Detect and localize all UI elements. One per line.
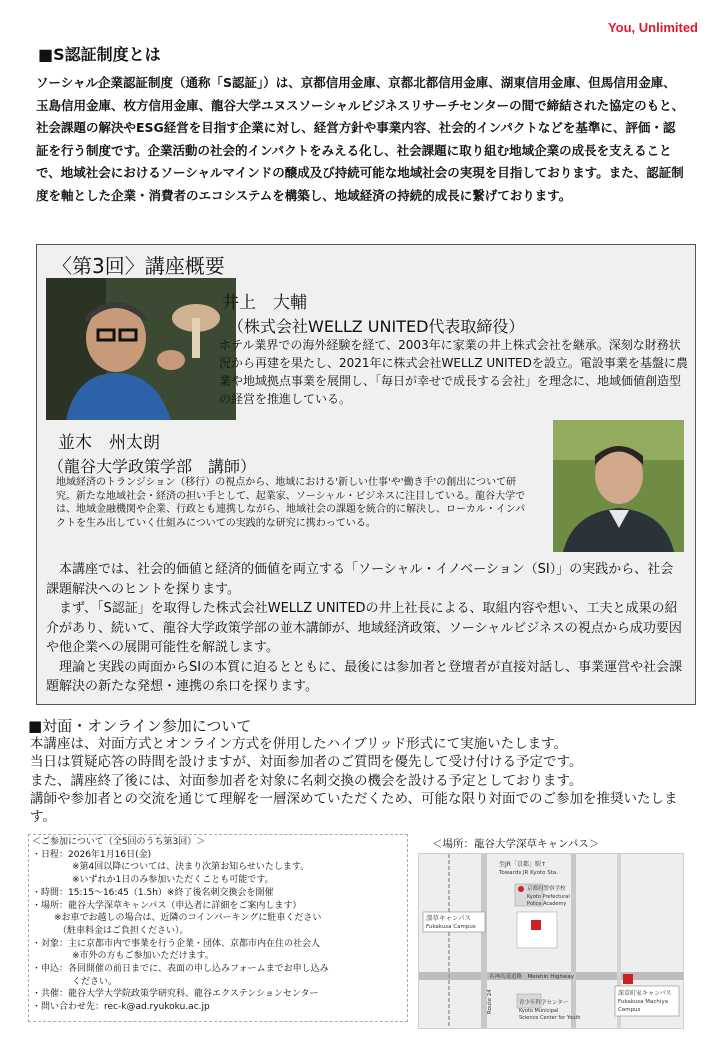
apply-label: ・申込： — [32, 964, 69, 975]
online-heading: ■対面・オンライン参加について — [28, 717, 252, 735]
campus-marker — [531, 920, 541, 930]
place-value: 龍谷大学深草キャンパス（申込者に詳細をご案内します） — [68, 900, 302, 911]
date-note-1: ※第4回以降については、決まり次第お知らせいたします。 — [72, 862, 310, 873]
map-machiya-en2: Campus — [618, 1007, 641, 1013]
participation-details — [32, 836, 404, 1014]
place-label: ・場所： — [32, 900, 69, 911]
speaker1-photo — [46, 278, 236, 420]
map-title: ＜場所：龍谷大学深草キャンパス＞ — [432, 838, 600, 850]
campus-map — [418, 853, 684, 1029]
map-youth-3: Science Center for Youth — [519, 1015, 581, 1021]
apply-value: 各回開催の前日までに、表面の申し込みフォームまでお申し込み — [68, 964, 329, 975]
map-highway-label: 名神高速道路 Meishin Highway — [489, 974, 575, 980]
lecture-summary — [46, 560, 686, 697]
map-campus-en: Fukakusa Campus — [426, 924, 476, 930]
host-label: ・共催： — [32, 989, 69, 1000]
map-machiya-en: Fukakusa Machiya — [618, 999, 669, 1005]
target-note: ※市外の方もご参加いただけます。 — [72, 951, 214, 962]
map-youth-2: Kyoto Municipal — [519, 1008, 559, 1014]
online-line-4: 講師や参加者との交流を通じて理解を一層深めていただくため、可能な限り対面でのご参加を推奨いたします。 — [30, 790, 678, 826]
summary-paragraph-1: 本講座では、社会的価値と経済的価値を両立する「ソーシャル・イノベーション（SI）」の実践から、社会課題解決へのヒントを探ります。 — [46, 562, 674, 597]
speaker2-bio: 地域経済のトランジション（移行）の視点から、地域における'新しい仕事'や'働き手'の創出について研究。新たな地域社会・経済の担い手として、起業家、ソーシャル・ビジネスに注目している。龍谷大学では、地域金融機関や企業、行政とも連携しながら、地域社会の課題を統合的に解決し、ローカル・インパクトを生み出していく仕組みについての実践的な研究に携わっている。 — [56, 477, 526, 529]
details-title: ＜ご参加について（全5回のうち第3回）＞ — [32, 837, 206, 847]
time-label: ・時間： — [32, 887, 69, 898]
speaker2-affiliation: （龍谷大学政策学部 講師） — [48, 457, 257, 476]
time-value: 15:15～16:45（1.5h）※終了後名刺交換会を開催 — [68, 887, 274, 898]
s-cert-heading: ■S認証制度とは — [38, 45, 161, 64]
map-machiya-label: 深草町家キャンパス — [618, 990, 672, 997]
place-note-1: ※お車でお越しの場合は、近隣のコインパーキングに駐車ください — [54, 913, 322, 924]
contact-label: ・問い合わせ先： — [32, 1002, 105, 1013]
online-line-2: 当日は質疑応答の時間を設けますが、対面参加者のご質問を優先して受け付ける予定です。 — [30, 754, 583, 771]
host-value: 龍谷大学大学院政策学研究科、龍谷エクステンションセンター — [68, 989, 319, 1000]
speaker2-photo — [553, 420, 684, 552]
target-label: ・対象： — [32, 938, 69, 949]
map-police-2: Kyoto Prefectural — [527, 894, 570, 900]
map-jr-label: 至JR「京都」駅↑ — [499, 861, 546, 868]
date-label: ・日程： — [32, 849, 69, 860]
lecture-title: 〈第3回〉講座概要 — [52, 254, 225, 278]
map-campus-label: 深草キャンパス — [426, 914, 472, 922]
contact-email-link[interactable]: rec-k@ad.ryukoku.ac.jp — [104, 1002, 210, 1013]
map-police-1: 京都府警察学校 — [527, 886, 566, 892]
speaker1-affiliation: （株式会社WELLZ UNITED代表取締役） — [228, 317, 525, 336]
summary-paragraph-3: 理論と実践の両面からSIの本質に迫るとともに、最後には参加者と登壇者が直接対話し、事業運営や社会課題解決の新たな発想・連携の糸口を探ります。 — [46, 659, 683, 694]
place-note-2: （駐車料金はご負担ください）。 — [58, 925, 189, 936]
date-note-2: ※いずれか1日のみ参加いただくことも可能です。 — [72, 875, 274, 886]
map-jr-en: Towards JR Kyoto Sta. — [499, 870, 558, 876]
online-body — [30, 735, 690, 826]
date-value: 2026年1月16日(金) — [68, 849, 152, 860]
machiya-marker — [623, 974, 633, 984]
target-value: 主に京都市内で事業を行う企業・団体、京都市内在住の社会人 — [68, 938, 321, 949]
speaker1-name: 井上 大輔 — [222, 293, 307, 313]
brand-slogan: You, Unlimited — [607, 20, 698, 35]
map-police-3: Police Academy — [527, 901, 567, 907]
summary-paragraph-2: まず、「S認証」を取得した株式会社WELLZ UNITEDの井上社長による、取組内容や想い、工夫と成果の紹介があり、続いて、龍谷大学政策学部の並木講師が、地域経済政策、ソーシャルビジネスの視点から成功要因や他企業への展開可能性を解説します。 — [46, 601, 682, 655]
apply-value-2: ください。 — [72, 976, 118, 987]
online-line-3: また、講座終了後には、対面参加者を対象に名刺交換の機会を設ける予定としております。 — [30, 772, 583, 789]
map-route-label: Route 24 — [487, 989, 493, 1014]
speaker1-bio: ホテル業界での海外経験を経て、2003年に家業の井上株式会社を継承。深刻な財務状況から再建を果たし、2021年に株式会社WELLZ UNITEDを設立。電設事業を基盤に農業や地域拠点事業を展開し、「毎日が幸せで成長する会社」を理念に、地域価値創造型の経営を推進している。 — [219, 338, 688, 406]
speaker2-name: 並木 州太朗 — [58, 433, 160, 453]
map-youth-1: 青少年科学センター — [519, 1000, 569, 1006]
online-line-1: 本講座は、対面方式とオンライン方式を併用したハイブリッド形式にて実施いたします。 — [30, 736, 568, 752]
s-cert-body: ソーシャル企業認証制度（通称「S認証」）は、京都信用金庫、京都北都信用金庫、湖東信用金庫、但馬信用金庫、玉島信用金庫、枚方信用金庫、龍谷大学ユヌスソーシャルビジネスリサーチセンターの間で締結された協定のもと、社会課題の解決やESG経営を目指す企業に対し、経営方針や事業内容、社会的インパクトなどを基準に、評価・認証を行う制度です。企業活動の社会的インパクトをみえる化し、社会課題に取り組む地域企業の成長を支えることで、地域社会におけるソーシャルマインドの醸成及び持続可能な地域社会の実現を目指しております。また、認証制度を軸とした企業・消費者のエコシステムを構築し、地域経済の持続的成長に繋げております。 — [36, 75, 685, 203]
